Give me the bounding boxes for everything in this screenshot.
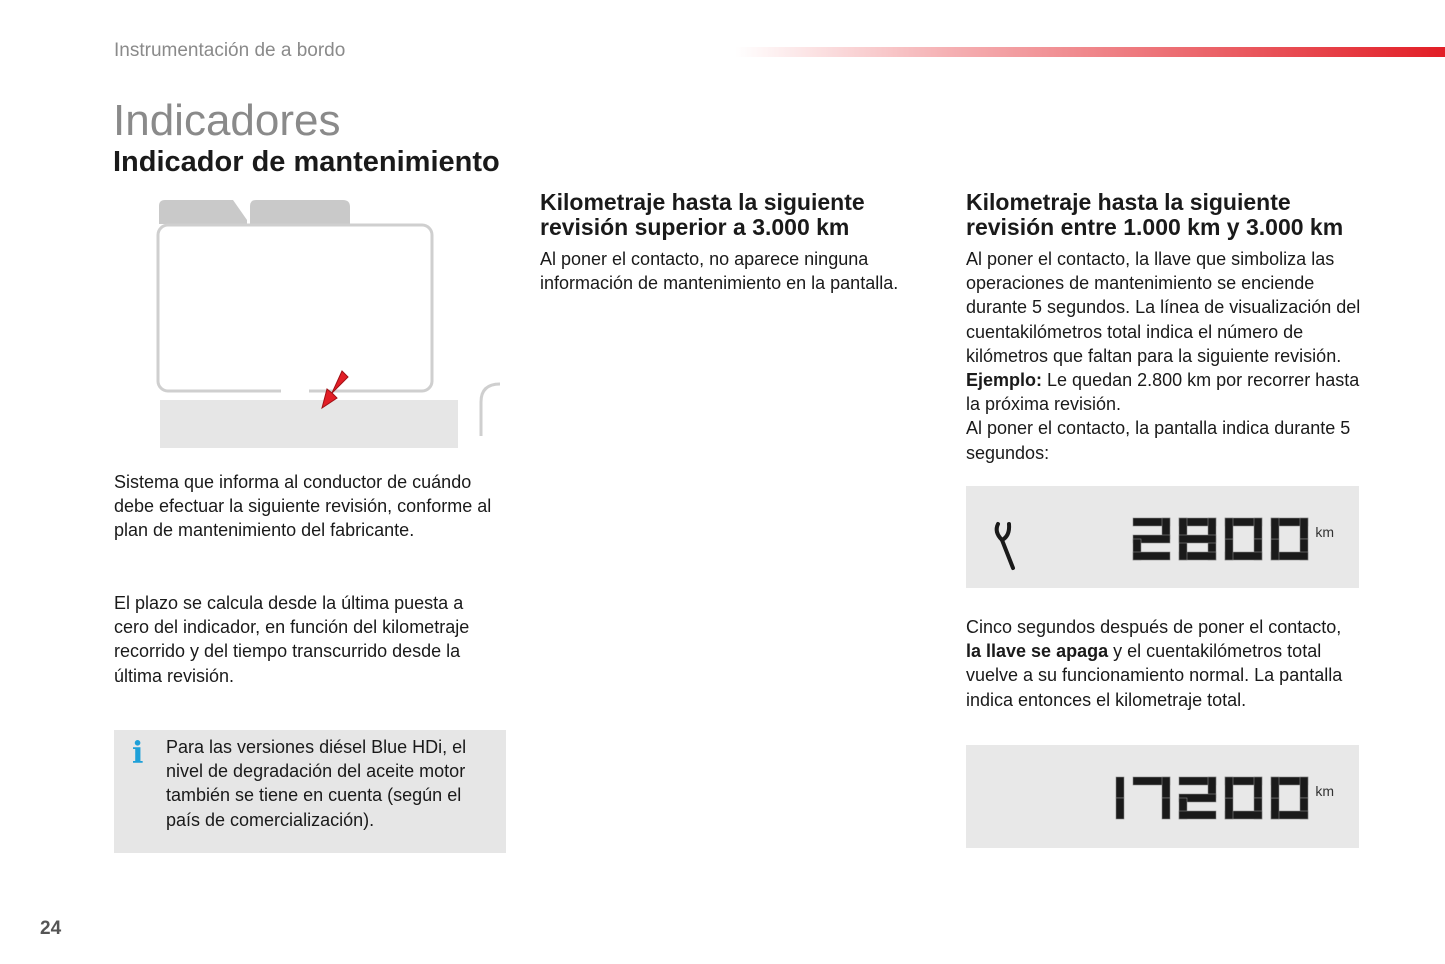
- page-number: 24: [40, 918, 62, 939]
- right-paragraph-1: Al poner el contacto, la llave que simboliza las operaciones de mantenimiento se enciende durante 5 segundos. La línea de visualización del cuentakilómetros total indica el número de kilómetros que faltan para la siguiente revisión.: [966, 249, 1361, 366]
- example-label: Ejemplo:: [966, 370, 1043, 391]
- odometer-display-total: [966, 745, 1359, 848]
- instrument-hood-right: [250, 200, 350, 224]
- middle-heading-line2: revisión superior a 3.000 km: [540, 214, 850, 240]
- header-accent-bar: [735, 47, 1445, 57]
- digit-7: [1133, 777, 1170, 819]
- right-heading-line2: revisión entre 1.000 km y 3.000 km: [966, 214, 1344, 240]
- right-paragraph-2: Al poner el contacto, la pantalla indica durante 5 segundos:: [966, 418, 1351, 463]
- digit-8: [1179, 518, 1216, 560]
- para3-end: y el cuentakilómetros total vuelve a su funcionamiento normal. La pantalla indica entonces el kilometraje total.: [966, 641, 1343, 710]
- page-subtitle: Indicador de mantenimiento: [113, 146, 500, 178]
- digit-2: [1133, 518, 1170, 560]
- digit-1: [1116, 777, 1124, 819]
- digit-0: [1271, 518, 1308, 560]
- middle-paragraph: Al poner el contacto, no aparece ninguna información de mantenimiento en la pantalla.: [540, 249, 899, 294]
- display1-unit: km: [1315, 524, 1334, 540]
- digit-0: [1225, 518, 1262, 560]
- display2-unit: km: [1315, 783, 1334, 799]
- info-icon: i: [132, 736, 144, 771]
- right-paragraph-3: [966, 615, 1361, 712]
- dashboard-illustration: [155, 196, 510, 452]
- info-text: Para las versiones diésel Blue HDi, el nivel de degradación del aceite motor también se tiene en cuenta (según el país de comercialización).: [166, 737, 467, 830]
- calculation-paragraph: El plazo se calcula desde la última puesta a cero del indicador, en función del kilometraje recorrido y del tiempo transcurrido desde la última revisión.: [114, 593, 470, 686]
- wrench-icon: [997, 524, 1013, 568]
- digits-17200: [1116, 777, 1308, 819]
- middle-heading-line1: Kilometraje hasta la siguiente: [540, 189, 865, 215]
- right-text-block: [966, 247, 1361, 465]
- para3-bold: la llave se apaga: [966, 641, 1109, 662]
- example-text: Le quedan 2.800 km por recorrer hasta la próxima revisión.: [966, 370, 1360, 415]
- digit-0: [1271, 777, 1308, 819]
- steering-wheel-edge: [481, 384, 500, 436]
- section-header: Instrumentación de a bordo: [114, 40, 346, 61]
- example-paragraph: [966, 368, 1361, 416]
- right-heading: [966, 190, 1396, 240]
- digit-2: [1179, 777, 1216, 819]
- instrument-hood-left: [159, 200, 247, 224]
- digit-0: [1225, 777, 1262, 819]
- lower-panel: [160, 400, 458, 448]
- intro-paragraph: Sistema que informa al conductor de cuándo debe efectuar la siguiente revisión, conforme al plan de mantenimiento del fabricante.: [114, 472, 492, 541]
- middle-heading: [540, 190, 940, 240]
- page-title: Indicadores: [113, 96, 341, 145]
- para3-start: Cinco segundos después de poner el contacto,: [966, 617, 1342, 637]
- odometer-display-service: [966, 486, 1359, 588]
- right-heading-line1: Kilometraje hasta la siguiente: [966, 189, 1291, 215]
- instrument-panel-outline: [158, 225, 432, 391]
- digits-2800: [1133, 518, 1308, 560]
